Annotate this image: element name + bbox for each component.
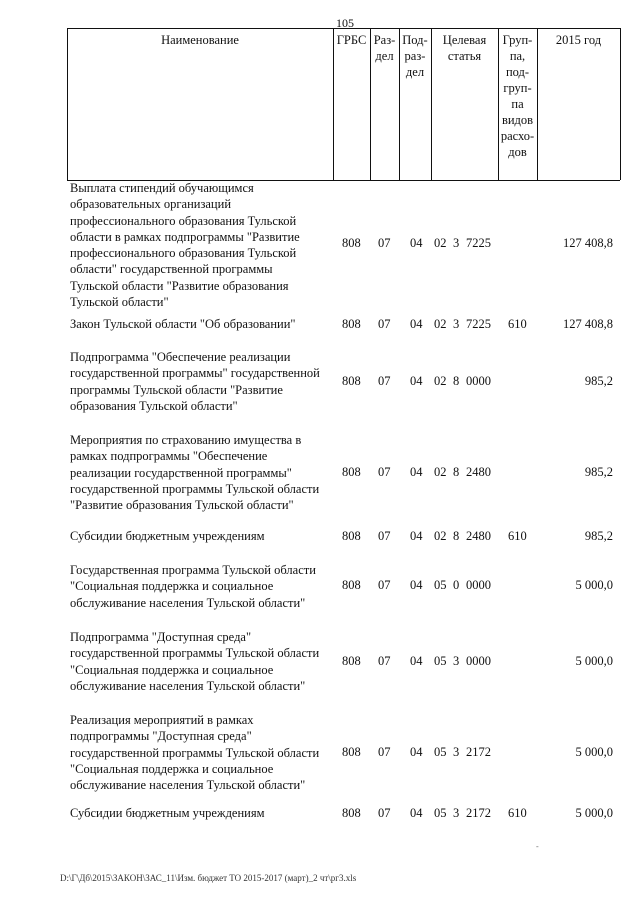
row-target-program: 05 — [434, 745, 447, 759]
row-target-subprogram: 3 — [453, 317, 460, 331]
row-amount: 5 000,0 — [575, 745, 613, 759]
header-podrazdel: Под- раз- дел — [402, 33, 428, 79]
row-name: Подпрограмма "Доступная среда" государственной программы Тульской области "Социальная поддержка и социальное обслуживание населения Тульской области" — [70, 630, 320, 693]
row-razdel: 07 — [378, 317, 391, 331]
row-expense-group: 610 — [508, 529, 527, 543]
row-razdel: 07 — [378, 745, 391, 759]
row-name: Выплата стипендий обучающимся образовательных организаций профессионального образования Тульской области в рамках подпрограммы "Развитие профессионального образования Тульской области" государственной программы Тульской области "Развитие образования Тульской области" — [70, 181, 300, 310]
header-year: 2015 год — [555, 33, 602, 47]
row-target-program: 02 — [434, 529, 447, 543]
row-podrazdel: 04 — [410, 317, 423, 331]
row-podrazdel: 04 — [410, 236, 423, 250]
row-target-subprogram: 8 — [453, 374, 460, 388]
row-target-direction: 2172 — [466, 745, 491, 759]
row-grbs: 808 — [342, 317, 361, 331]
row-razdel: 07 — [378, 236, 391, 250]
col-divider — [67, 28, 68, 180]
header-grbs: ГРБС — [336, 33, 367, 47]
row-grbs: 808 — [342, 654, 361, 668]
row-amount: 5 000,0 — [575, 806, 613, 820]
row-target-program: 05 — [434, 578, 447, 592]
row-target-program: 02 — [434, 374, 447, 388]
row-amount: 985,2 — [584, 465, 613, 479]
row-expense-group: 610 — [508, 317, 527, 331]
page-number: 105 — [336, 16, 354, 30]
row-name: Закон Тульской области "Об образовании" — [70, 317, 296, 331]
row-razdel: 07 — [378, 465, 391, 479]
row-name: Субсидии бюджетным учреждениям — [70, 806, 265, 820]
col-divider — [620, 28, 621, 180]
row-target-subprogram: 3 — [453, 806, 460, 820]
row-name: Подпрограмма "Обеспечение реализации государственной программы" государственной программы Тульской области "Развитие образования Тульской области" — [70, 350, 320, 413]
row-amount: 127 408,8 — [563, 236, 613, 250]
row-grbs: 808 — [342, 529, 361, 543]
row-grbs: 808 — [342, 374, 361, 388]
row-grbs: 808 — [342, 578, 361, 592]
row-target-direction: 0000 — [466, 654, 491, 668]
col-divider — [333, 28, 334, 180]
row-target-direction: 2480 — [466, 465, 491, 479]
row-grbs: 808 — [342, 236, 361, 250]
row-podrazdel: 04 — [410, 806, 423, 820]
row-grbs: 808 — [342, 465, 361, 479]
row-amount: 985,2 — [584, 529, 613, 543]
row-target-program: 02 — [434, 465, 447, 479]
row-name: Мероприятия по страхованию имущества в рамках подпрограммы "Обеспечение реализации государственной программы" государственной программы Тульской области "Развитие образования Тульской области" — [70, 433, 320, 513]
row-target-subprogram: 3 — [453, 654, 460, 668]
row-target-program: 05 — [434, 654, 447, 668]
row-grbs: 808 — [342, 745, 361, 759]
header-razdel: Раз- дел — [373, 33, 396, 63]
row-name: Субсидии бюджетным учреждениям — [70, 529, 265, 543]
row-expense-group: 610 — [508, 806, 527, 820]
row-target-direction: 2480 — [466, 529, 491, 543]
stray-mark: - — [536, 842, 539, 851]
col-divider — [537, 28, 538, 180]
row-grbs: 808 — [342, 806, 361, 820]
row-target-direction: 0000 — [466, 374, 491, 388]
header-expense-group: Груп- па, под- груп- па видов расхо- дов — [500, 33, 535, 159]
row-name: Государственная программа Тульской области "Социальная поддержка и социальное обслуживание населения Тульской области" — [70, 563, 316, 610]
row-target-direction: 2172 — [466, 806, 491, 820]
row-amount: 5 000,0 — [575, 654, 613, 668]
row-name: Реализация мероприятий в рамках подпрограммы "Доступная среда" государственной программы Тульской области "Социальная поддержка и социальное обслуживание населения Тульской области" — [70, 713, 320, 793]
row-amount: 985,2 — [584, 374, 613, 388]
row-target-program: 05 — [434, 806, 447, 820]
row-podrazdel: 04 — [410, 654, 423, 668]
row-target-subprogram: 0 — [453, 578, 460, 592]
row-target-direction: 7225 — [466, 317, 491, 331]
row-razdel: 07 — [378, 529, 391, 543]
row-target-direction: 7225 — [466, 236, 491, 250]
row-podrazdel: 04 — [410, 374, 423, 388]
row-podrazdel: 04 — [410, 465, 423, 479]
row-podrazdel: 04 — [410, 745, 423, 759]
row-target-subprogram: 3 — [453, 236, 460, 250]
row-podrazdel: 04 — [410, 578, 423, 592]
row-target-subprogram: 3 — [453, 745, 460, 759]
row-amount: 5 000,0 — [575, 578, 613, 592]
table-header — [67, 28, 620, 180]
file-path-footer: D:\Г\Дб\2015\ЗАКОН\ЗАС_11\Изм. бюджет ТО 2015-2017 (март)_2 чт\рг3.xls — [60, 873, 357, 883]
row-target-subprogram: 8 — [453, 465, 460, 479]
row-target-subprogram: 8 — [453, 529, 460, 543]
row-target-program: 02 — [434, 317, 447, 331]
row-razdel: 07 — [378, 374, 391, 388]
header-name: Наименование — [161, 33, 239, 47]
row-amount: 127 408,8 — [563, 317, 613, 331]
row-podrazdel: 04 — [410, 529, 423, 543]
row-razdel: 07 — [378, 654, 391, 668]
row-razdel: 07 — [378, 806, 391, 820]
header-target-article: Целевая статья — [442, 33, 487, 63]
row-target-program: 02 — [434, 236, 447, 250]
row-target-direction: 0000 — [466, 578, 491, 592]
row-razdel: 07 — [378, 578, 391, 592]
